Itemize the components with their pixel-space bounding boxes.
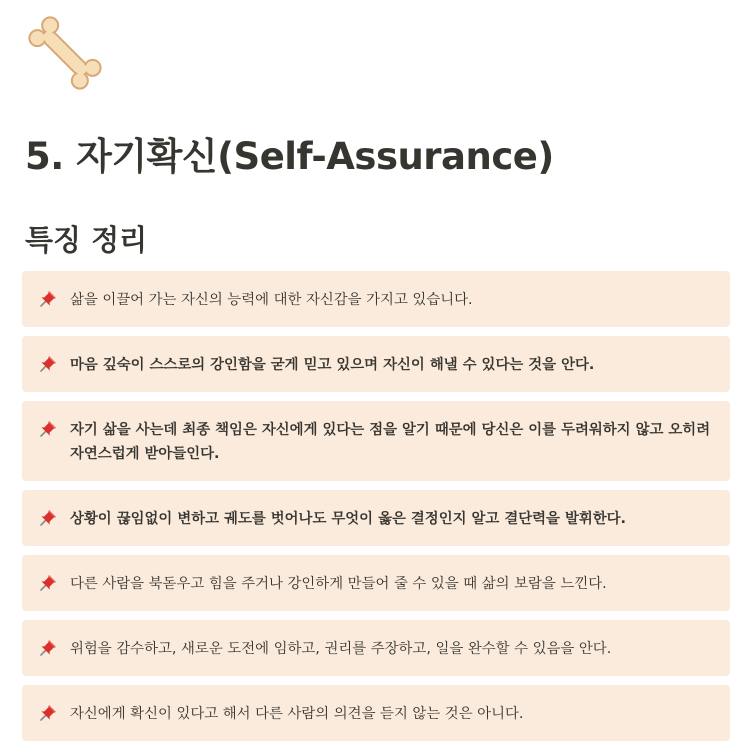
- callout-text: 삶을 이끌어 가는 자신의 능력에 대한 자신감을 가지고 있습니다.: [70, 292, 473, 308]
- pushpin-icon: [38, 354, 58, 374]
- callout-block[interactable]: [22, 620, 730, 676]
- pushpin-icon: [38, 508, 58, 528]
- callout-text: 상황이 끊임없이 변하고 궤도를 벗어나도 무엇이 옳은 결정인지 알고 결단력을 발휘한다.: [70, 511, 627, 527]
- page-title: 5. 자기확신(Self-Assurance): [25, 135, 554, 178]
- pushpin-icon: [38, 703, 58, 723]
- callout-text: 자신에게 확신이 있다고 해서 다른 사람의 의견을 듣지 않는 것은 아니다.: [70, 706, 524, 722]
- pushpin-icon: [38, 289, 58, 309]
- callout-text: 마음 깊숙이 스스로의 강인함을 굳게 믿고 있으며 자신이 해낼 수 있다는 것을 안다.: [70, 357, 595, 373]
- pushpin-icon: [38, 638, 58, 658]
- section-heading: 특징 정리: [25, 223, 148, 257]
- callout-text: 다른 사람을 북돋우고 힘을 주거나 강인하게 만들어 줄 수 있을 때 삶의 보람을 느낀다.: [70, 576, 607, 592]
- callout-block[interactable]: [22, 271, 730, 327]
- callout-text: 위험을 감수하고, 새로운 도전에 임하고, 권리를 주장하고, 일을 완수할 수 있음을 안다.: [70, 641, 612, 657]
- pushpin-icon: [38, 573, 58, 593]
- bone-icon: [22, 10, 108, 96]
- callout-block[interactable]: [22, 336, 730, 392]
- callout-block[interactable]: [22, 555, 730, 611]
- callout-block[interactable]: [22, 685, 730, 741]
- pushpin-icon: [38, 419, 58, 439]
- callout-list: [22, 271, 730, 750]
- callout-block[interactable]: [22, 490, 730, 546]
- callout-text: 자기 삶을 사는데 최종 책임은 자신에게 있다는 점을 알기 때문에 당신은 이를 두려워하지 않고 오히려 자연스럽게 받아들인다.: [70, 422, 711, 462]
- callout-block[interactable]: [22, 401, 730, 481]
